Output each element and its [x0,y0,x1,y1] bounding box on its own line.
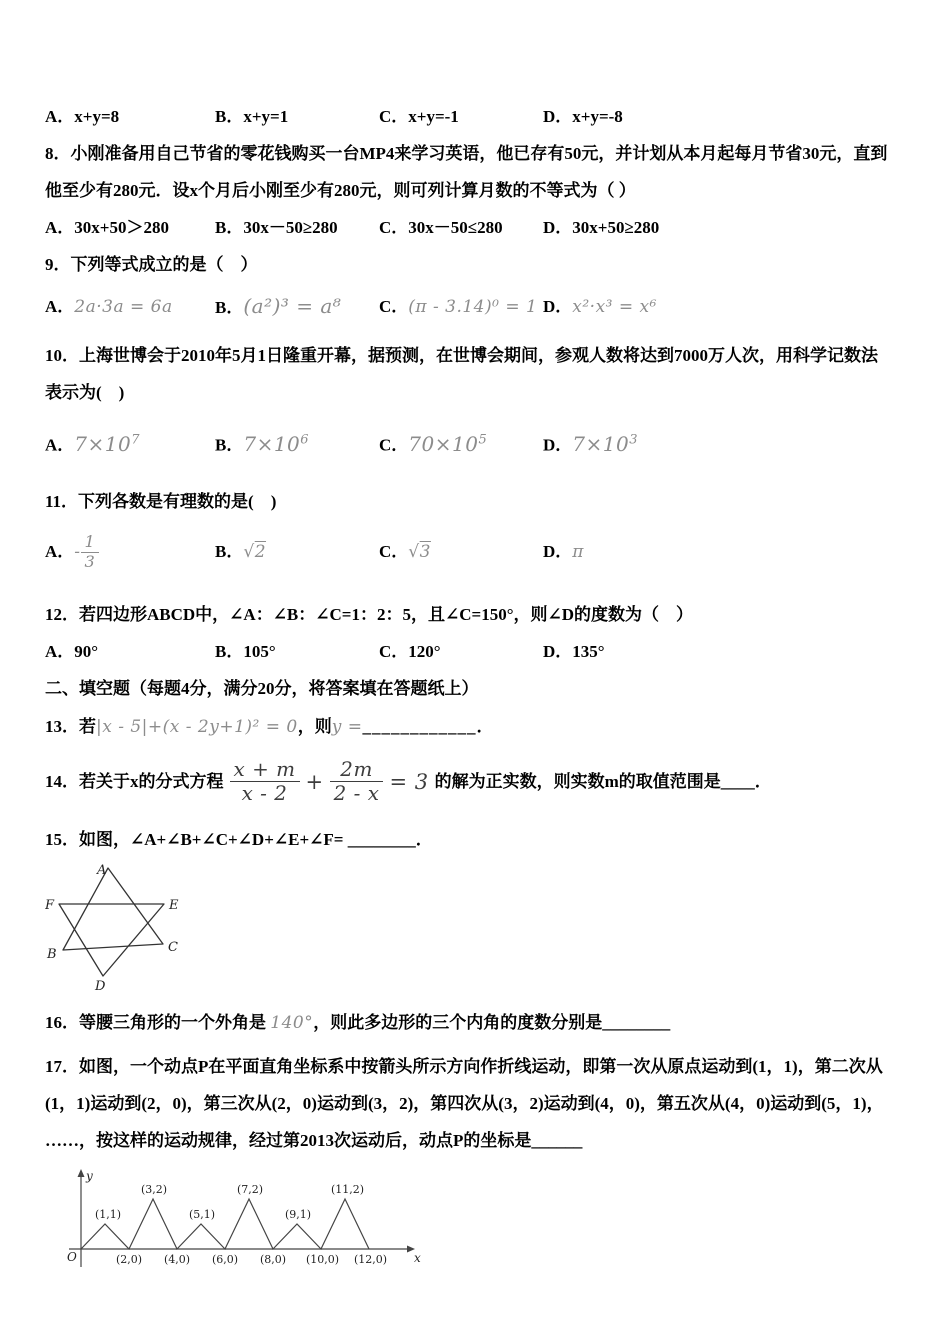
q12-options-row [45,633,920,670]
peak-label-5-1: (5,1) [189,1207,216,1221]
q9-option-c-label: C． [379,297,409,316]
axis-label-2-0: (2,0) [116,1252,143,1266]
q9-option-b-value: (a²)³ = a⁸ [243,294,342,318]
axis-label-8-0: (8,0) [260,1252,287,1266]
q16-prefix: 16．等腰三角形的一个外角是 [45,1012,271,1032]
q11-option-a-label: A． [45,541,75,561]
axis-label-12-0: (12,0) [354,1252,388,1266]
star-upward-triangle [63,868,163,950]
q12-option-b: B．105° [215,641,276,661]
axis-label-6-0: (6,0) [212,1252,239,1266]
q9-option-a [45,284,215,330]
q7-option-a: A．x+y=8 [45,107,120,126]
q17-coordinate-graph [61,1167,423,1272]
q15-stem: 15．如图，∠A+∠B+∠C+∠D+∠E+∠F= ________． [45,829,433,849]
zigzag-path [81,1199,369,1249]
q14-plus-sign: + [305,769,324,794]
section2-title: 二、填空题（每题4分，满分20分，将答案填在答题纸上） [45,678,479,698]
peak-label-7-2: (7,2) [237,1182,264,1196]
q9-option-d-label: D． [543,297,573,316]
star-label-D: D [95,978,106,994]
peak-label-1-1: (1,1) [95,1207,122,1221]
q11-option-d-label: D． [543,541,573,561]
q13-end: ． [476,716,494,736]
star-downward-triangle [59,904,164,976]
q14 [45,753,920,811]
star-label-C: C [168,939,178,955]
q10-option-d-value: $7\times 10^3$ [572,431,638,456]
q11-options-row [45,526,920,578]
q8-option-a: A．30x+50＞280 [45,218,169,237]
y-axis-label: y [86,1168,93,1183]
q10-options-row [45,417,920,469]
axis-label-10-0: (10,0) [306,1252,340,1266]
q11-option-c-label: C． [379,541,409,561]
q10-stem-line1: 10．上海世博会于2010年5月1日隆重开幕，据预测，在世博会期间，参观人数将达到7000万人次，用科学记数法 [45,346,878,365]
q10-option-c-value: $70\times 10^5$ [408,431,488,456]
q15-star-figure [45,862,220,994]
q11-option-a-value: - $\frac{1}{3}$ [74,542,99,562]
q13-y-equals: y = [331,716,363,737]
q8-stem-line2: 他至少有280元．设x个月后小刚至少有280元，则可列计算月数的不等式为（ ） [45,181,636,200]
origin-label: O [67,1249,77,1264]
q13 [45,707,920,747]
q11-stem: 11．下列各数是有理数的是( ) [45,491,277,511]
q7-options-row [45,98,920,135]
q14-suffix: 的解为正实数，则实数m的取值范围是____． [434,771,772,791]
q9-option-d-value: x²·x³ = x⁶ [572,297,657,317]
q9-option-d [543,284,920,330]
q11-option-c-value: √3 [408,541,431,562]
q17-stem-line3: ……，按这样的运动规律，经过第2013次运动后，动点P的坐标是______ [45,1130,583,1150]
q14-fraction-1: $\frac{x + m}{x - 2}$ [230,758,300,805]
q10-option-d-label: D． [543,435,573,455]
q17-stem-line1: 17．如图，一个动点P在平面直角坐标系中按箭头所示方向作折线运动，即第一次从原点运动到(1，1)，第二次从 [45,1056,883,1076]
star-label-F: F [45,897,55,913]
q12-option-a: A．90° [45,641,99,661]
q11-option-c [379,526,543,578]
q10-stem-line2: 表示为( ) [45,383,125,402]
q7-option-c: C．x+y=-1 [379,107,459,126]
peak-label-9-1: (9,1) [285,1207,312,1221]
q14-rhs: = 3 [389,769,429,794]
peak-label-3-2: (3,2) [141,1182,168,1196]
q14-fraction-2: $\frac{2m}{2 - x}$ [330,758,384,805]
q14-equation [230,753,429,811]
q11-option-b-label: B． [215,541,244,561]
q13-prefix: 13．若 [45,716,96,736]
q9-option-c [379,284,543,330]
q13-mid: ，则 [297,716,332,736]
q11-option-d-value: π [572,541,584,562]
star-label-B: B [47,946,57,962]
x-axis-label: x [414,1250,421,1265]
star-label-E: E [169,897,179,913]
q9-stem: 9．下列等式成立的是（ ） [45,255,258,274]
q12-option-c: C．120° [379,641,441,661]
q16 [45,1004,920,1042]
q11-option-b-value: √2 [243,541,267,562]
q10-option-a-value: $7\times 10^7$ [74,431,140,456]
q7-option-d: D．x+y=-8 [543,107,623,126]
q7-option-b: B．x+y=1 [215,107,289,126]
q10-option-c-label: C． [379,435,409,455]
q10-option-b [215,417,379,469]
q9-option-c-value: (π - 3.14)⁰ = 1 [408,297,538,317]
q10-option-c [379,417,543,469]
q10-option-b-value: $7\times 10^6$ [243,431,310,456]
y-axis-arrow [78,1169,85,1177]
star-label-A: A [97,862,107,878]
q8-options-row [45,209,920,246]
q16-angle-value: 140° [270,1012,314,1033]
q13-answer-blank: ____________ [362,716,477,736]
q16-suffix: ，则此多边形的三个内角的度数分别是________ [313,1012,671,1032]
q8-stem-line1: 8．小刚准备用自己节省的零花钱购买一台MP4来学习英语，他已存有50元，并计划从本月起每月节省30元，直到 [45,144,888,163]
q10-option-a [45,417,215,469]
q10-option-d [543,417,920,469]
axis-label-4-0: (4,0) [164,1252,191,1266]
q10-option-a-label: A． [45,435,75,455]
q11-option-d [543,526,920,578]
q17-stem-line2: (1，1)运动到(2，0)，第三次从(2，0)运动到(3，2)，第四次从(3，2)运动到(4，0)，第五次从(4，0)运动到(5，1)， [45,1093,884,1113]
q14-prefix: 14．若关于x的分式方程 [45,771,224,791]
q12-stem: 12．若四边形ABCD中，∠A：∠B：∠C=1：2：5，且∠C=150°，则∠D的度数为（ ） [45,604,694,624]
q9-option-a-value: 2a·3a = 6a [74,297,173,317]
q9-option-b [215,283,379,331]
q13-equation: |x - 5|+(x - 2y+1)² = 0 [96,716,298,737]
q9-options-row [45,283,920,331]
q8-option-b: B．30x－50≥280 [215,218,338,237]
q9-option-b-label: B． [215,298,244,317]
peak-label-11-2: (11,2) [331,1182,365,1196]
q11-option-b [215,526,379,578]
q11-option-a [45,526,215,578]
q10-option-b-label: B． [215,435,244,455]
q9-option-a-label: A． [45,297,75,316]
fraction-one-third: $\frac{1}{3}$ [81,533,100,571]
q8-option-c: C．30x－50≤280 [379,218,503,237]
q12-option-d: D．135° [543,641,605,661]
q8-option-d: D．30x+50≥280 [543,218,660,237]
